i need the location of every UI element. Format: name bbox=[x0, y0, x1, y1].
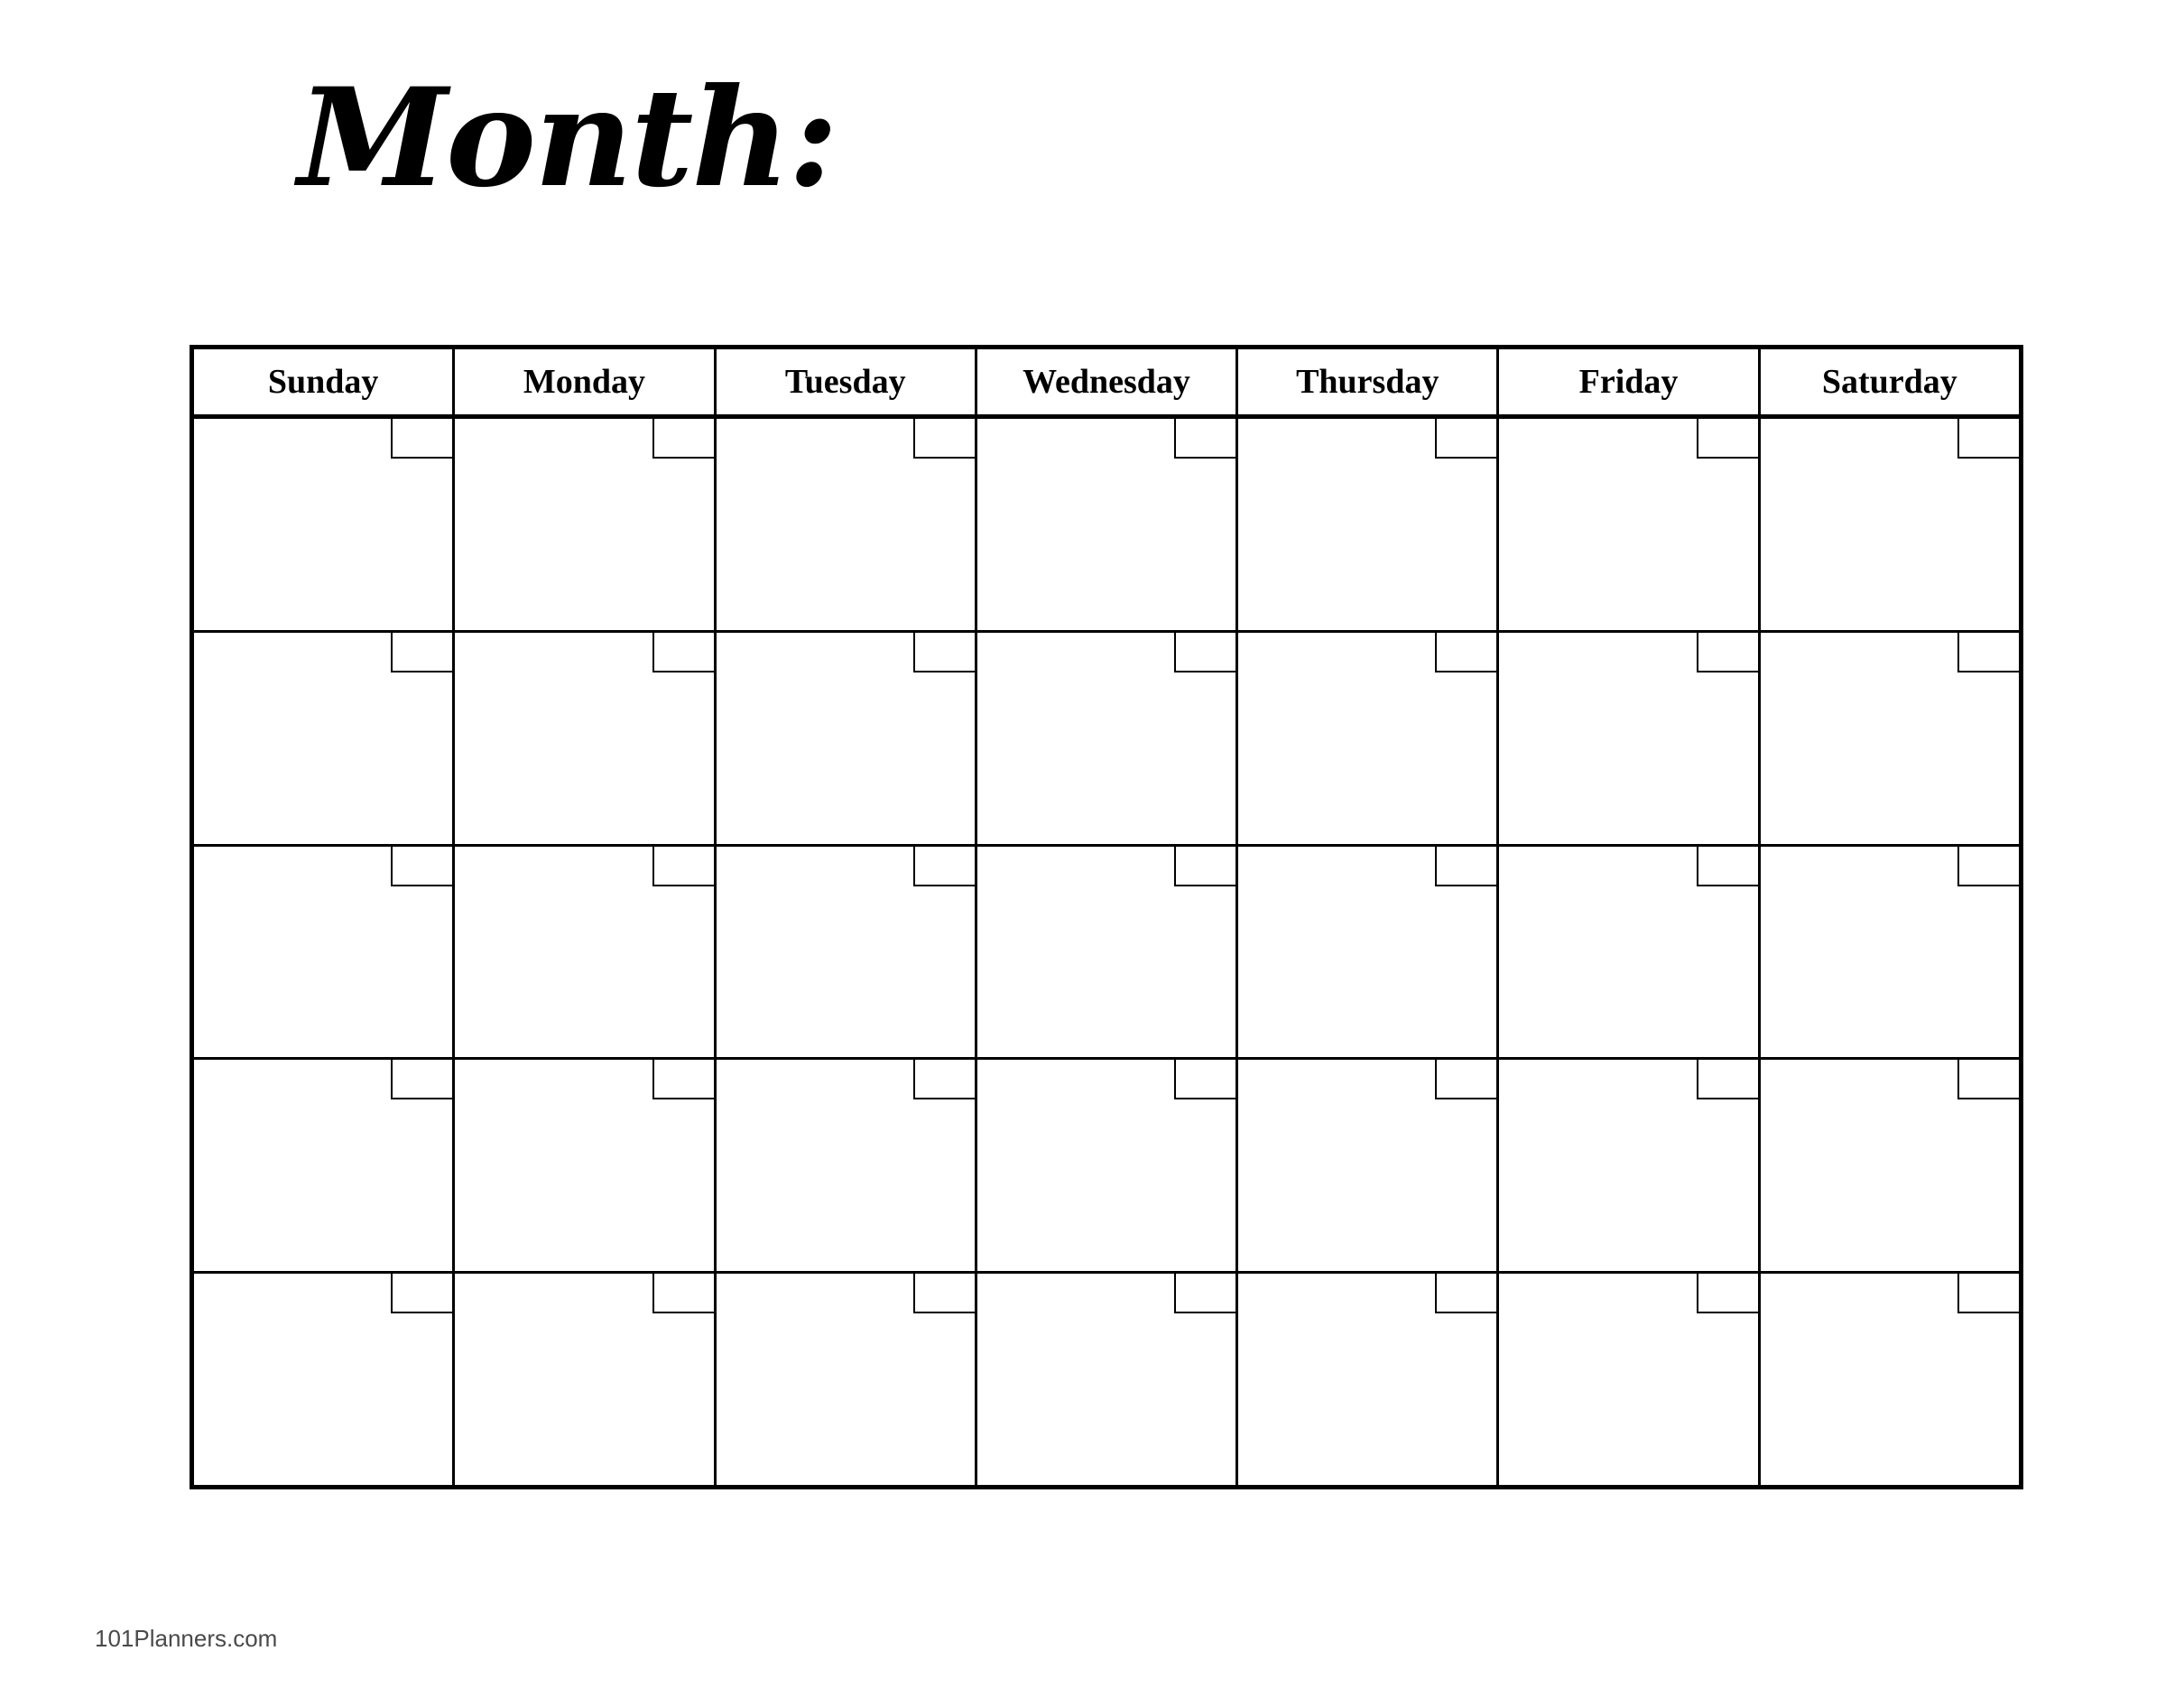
week-row bbox=[194, 1060, 2019, 1274]
date-number-box[interactable] bbox=[391, 1274, 452, 1313]
weekday-header-thursday: Thursday bbox=[1238, 349, 1499, 414]
day-cell[interactable] bbox=[1238, 847, 1499, 1058]
day-cell[interactable] bbox=[455, 847, 716, 1058]
date-number-box[interactable] bbox=[1697, 633, 1758, 672]
day-note-area[interactable] bbox=[977, 1099, 1235, 1271]
day-note-area[interactable] bbox=[455, 1099, 713, 1271]
day-note-area[interactable] bbox=[1238, 672, 1496, 844]
week-row bbox=[194, 847, 2019, 1061]
weekday-header-monday: Monday bbox=[455, 349, 716, 414]
day-note-area[interactable] bbox=[977, 886, 1235, 1058]
date-number-box[interactable] bbox=[1174, 419, 1235, 459]
date-number-box[interactable] bbox=[1435, 847, 1496, 886]
day-cell[interactable] bbox=[977, 847, 1238, 1058]
weekday-header-row bbox=[194, 349, 2019, 419]
page-title bbox=[298, 59, 1110, 278]
day-cell[interactable] bbox=[1499, 633, 1760, 844]
day-note-area[interactable] bbox=[1238, 459, 1496, 630]
day-cell[interactable] bbox=[1499, 1060, 1760, 1271]
date-number-box[interactable] bbox=[1435, 1060, 1496, 1099]
date-number-box[interactable] bbox=[1957, 1060, 2019, 1099]
day-note-area[interactable] bbox=[194, 1313, 452, 1485]
day-cell[interactable] bbox=[1238, 1060, 1499, 1271]
day-cell[interactable] bbox=[1499, 419, 1760, 630]
weekday-header-friday: Friday bbox=[1499, 349, 1760, 414]
day-cell[interactable] bbox=[1499, 1274, 1760, 1485]
date-number-box[interactable] bbox=[1697, 1274, 1758, 1313]
day-cell[interactable] bbox=[1761, 419, 2019, 630]
day-note-area[interactable] bbox=[1238, 1099, 1496, 1271]
day-cell[interactable] bbox=[455, 419, 716, 630]
day-cell[interactable] bbox=[1499, 847, 1760, 1058]
date-number-box[interactable] bbox=[1697, 419, 1758, 459]
day-cell[interactable] bbox=[977, 1060, 1238, 1271]
date-number-box[interactable] bbox=[652, 1060, 714, 1099]
day-note-area[interactable] bbox=[194, 886, 452, 1058]
day-cell[interactable] bbox=[717, 633, 977, 844]
day-note-area[interactable] bbox=[1761, 1099, 2019, 1271]
date-number-box[interactable] bbox=[1957, 419, 2019, 459]
date-number-box[interactable] bbox=[391, 633, 452, 672]
day-note-area[interactable] bbox=[455, 459, 713, 630]
day-note-area[interactable] bbox=[1761, 886, 2019, 1058]
day-cell[interactable] bbox=[1238, 419, 1499, 630]
day-note-area[interactable] bbox=[194, 1099, 452, 1271]
week-row bbox=[194, 1274, 2019, 1485]
weekday-header-saturday: Saturday bbox=[1821, 363, 1957, 401]
date-number-box[interactable] bbox=[652, 847, 714, 886]
day-note-area[interactable] bbox=[977, 1313, 1235, 1485]
day-cell[interactable] bbox=[194, 419, 455, 630]
day-cell[interactable] bbox=[455, 1060, 716, 1271]
day-note-area[interactable] bbox=[1499, 1099, 1757, 1271]
day-note-area[interactable] bbox=[455, 1313, 713, 1485]
day-note-area[interactable] bbox=[1499, 672, 1757, 844]
day-cell[interactable] bbox=[977, 633, 1238, 844]
month-title-label: Month: bbox=[298, 59, 837, 218]
date-number-box[interactable] bbox=[913, 633, 975, 672]
day-cell[interactable] bbox=[194, 847, 455, 1058]
date-number-box[interactable] bbox=[913, 419, 975, 459]
day-note-area[interactable] bbox=[1761, 1313, 2019, 1485]
day-cell[interactable] bbox=[194, 633, 455, 844]
day-cell[interactable] bbox=[1761, 1060, 2019, 1271]
day-cell[interactable] bbox=[1238, 633, 1499, 844]
day-cell[interactable] bbox=[717, 1274, 977, 1485]
date-number-box[interactable] bbox=[1174, 1060, 1235, 1099]
day-cell[interactable] bbox=[455, 1274, 716, 1485]
day-note-area[interactable] bbox=[1238, 1313, 1496, 1485]
day-cell[interactable] bbox=[977, 1274, 1238, 1485]
date-number-box[interactable] bbox=[1435, 419, 1496, 459]
site-credit: 101Planners.com bbox=[95, 1625, 278, 1652]
date-number-box[interactable] bbox=[652, 633, 714, 672]
day-note-area[interactable] bbox=[1761, 459, 2019, 630]
date-number-box[interactable] bbox=[391, 1060, 452, 1099]
calendar-grid bbox=[190, 345, 2023, 1489]
week-row bbox=[194, 419, 2019, 633]
week-row bbox=[194, 633, 2019, 847]
day-note-area[interactable] bbox=[977, 672, 1235, 844]
day-note-area[interactable] bbox=[1499, 886, 1757, 1058]
day-cell[interactable] bbox=[717, 847, 977, 1058]
day-note-area[interactable] bbox=[977, 459, 1235, 630]
day-cell[interactable] bbox=[1761, 633, 2019, 844]
date-number-box[interactable] bbox=[652, 419, 714, 459]
date-number-box[interactable] bbox=[1957, 633, 2019, 672]
calendar-week-rows bbox=[194, 419, 2019, 1485]
day-cell[interactable] bbox=[1238, 1274, 1499, 1485]
day-note-area[interactable] bbox=[194, 459, 452, 630]
day-note-area[interactable] bbox=[1761, 672, 2019, 844]
date-number-box[interactable] bbox=[1697, 847, 1758, 886]
day-note-area[interactable] bbox=[717, 672, 975, 844]
day-note-area[interactable] bbox=[717, 1313, 975, 1485]
day-cell[interactable] bbox=[194, 1274, 455, 1485]
day-note-area[interactable] bbox=[717, 886, 975, 1058]
day-note-area[interactable] bbox=[194, 672, 452, 844]
date-number-box[interactable] bbox=[1174, 633, 1235, 672]
weekday-header-sunday: Sunday bbox=[194, 349, 455, 414]
day-cell[interactable] bbox=[717, 419, 977, 630]
weekday-header-tuesday: Tuesday bbox=[717, 349, 977, 414]
weekday-header-wednesday: Wednesday bbox=[977, 349, 1238, 414]
date-number-box[interactable] bbox=[391, 847, 452, 886]
date-number-box[interactable] bbox=[913, 1274, 975, 1313]
date-number-box[interactable] bbox=[1697, 1060, 1758, 1099]
date-number-box[interactable] bbox=[913, 1060, 975, 1099]
date-number-box[interactable] bbox=[652, 1274, 714, 1313]
day-note-area[interactable] bbox=[1238, 886, 1496, 1058]
day-cell[interactable] bbox=[1761, 847, 2019, 1058]
date-number-box[interactable] bbox=[1435, 633, 1496, 672]
day-note-area[interactable] bbox=[1499, 1313, 1757, 1485]
day-cell[interactable] bbox=[717, 1060, 977, 1271]
day-cell[interactable] bbox=[194, 1060, 455, 1271]
date-number-box[interactable] bbox=[1435, 1274, 1496, 1313]
day-note-area[interactable] bbox=[455, 886, 713, 1058]
day-cell[interactable] bbox=[977, 419, 1238, 630]
day-note-area[interactable] bbox=[455, 672, 713, 844]
day-note-area[interactable] bbox=[717, 459, 975, 630]
day-note-area[interactable] bbox=[717, 1099, 975, 1271]
date-number-box[interactable] bbox=[391, 419, 452, 459]
day-cell[interactable] bbox=[1761, 1274, 2019, 1485]
date-number-box[interactable] bbox=[1957, 847, 2019, 886]
date-number-box[interactable] bbox=[913, 847, 975, 886]
day-cell[interactable] bbox=[455, 633, 716, 844]
day-note-area[interactable] bbox=[1499, 459, 1757, 630]
date-number-box[interactable] bbox=[1174, 847, 1235, 886]
date-number-box[interactable] bbox=[1174, 1274, 1235, 1313]
date-number-box[interactable] bbox=[1957, 1274, 2019, 1313]
